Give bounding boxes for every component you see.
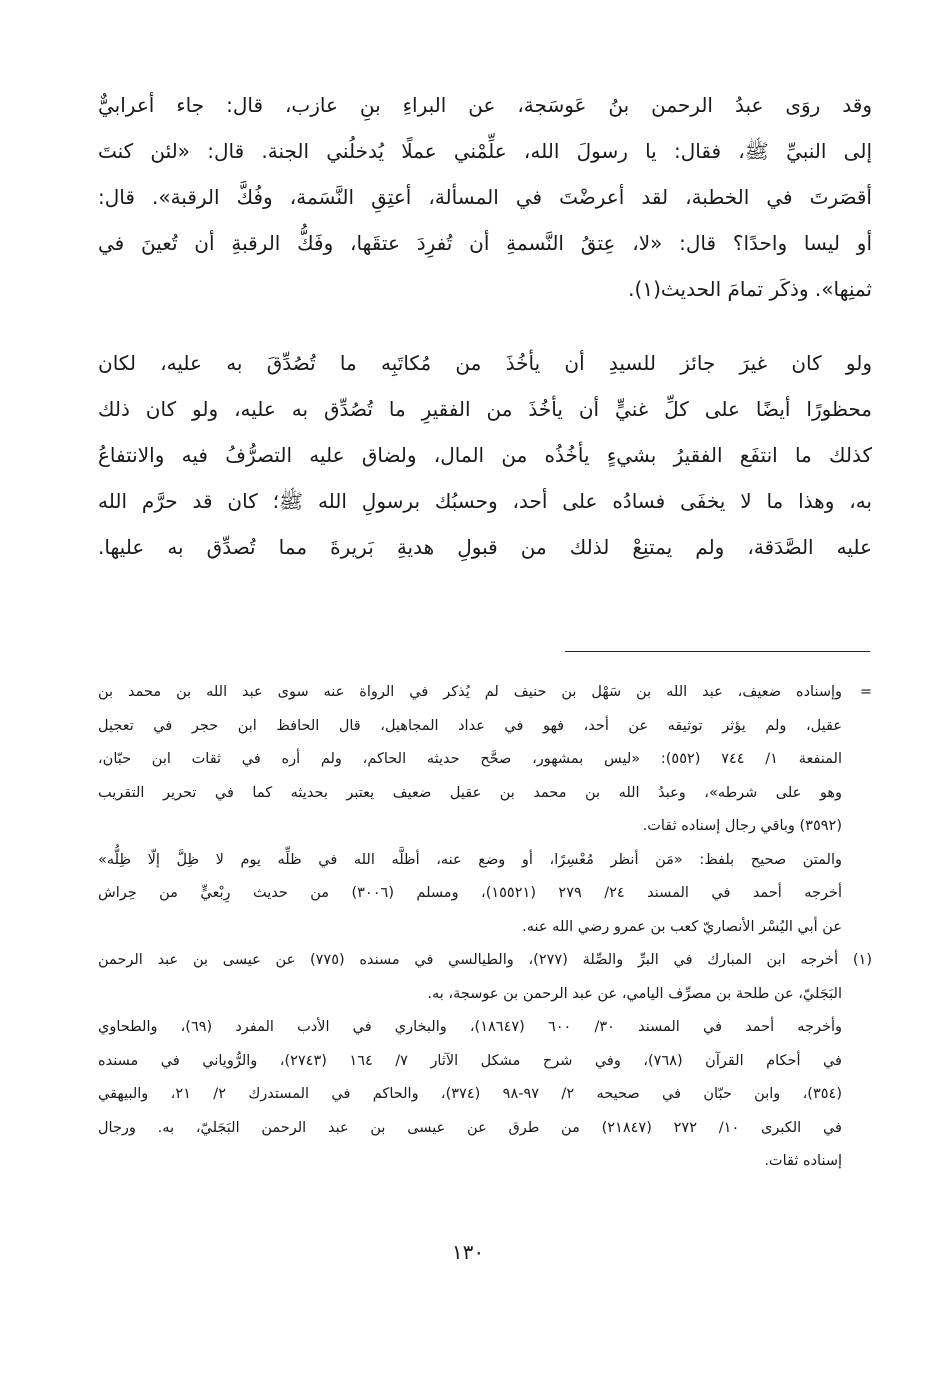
- text-line: وقد روَى عبدُ الرحمن بنُ عَوسَجة، عن البراءِ بنِ عازب، قال: جاء أعرابيٌّ: [98, 93, 872, 117]
- text-line: به، وهذا ما لا يخفَى فسادُه على أحد، وحسبُك برسولِ الله ﷺ؛ كان قد حرَّم الله: [98, 489, 872, 513]
- text-line: أقصَرتَ في الخطبة، لقد أعرضْتَ في المسألة، أعتِقِ النَّسَمة، وفُكَّ الرقبة». قال:: [98, 185, 872, 209]
- footnote-line: في الكبرى ١٠/ ٢٧٢ (٢١٨٤٧) من طرق عن عيسى بن عبد الرحمن البَجَليّ، به. ورجال: [98, 1119, 842, 1136]
- footnote-line: وإسناده ضعيف، عبد الله بن سَهْل بن حنيف لم يُذكر في الرواة عنه سوى عبد الله بن محمد بن: [98, 684, 842, 700]
- footnote-line: وهو على شرطه»، وعبدُ الله بن محمد بن عقيل ضعيف يعتبر بحديثه كما في تحرير التقريب: [98, 784, 842, 801]
- footnote-line: في أحكام القرآن (٧٦٨)، وفي شرح مشكل الآثار ٧/ ١٦٤ (٢٧٤٣)، والرُّوياني في مسنده: [98, 1052, 842, 1069]
- text-line: عليه الصَّدَقة، ولم يمتنِعْ لذلك من قبولِ هديةِ بَريرةَ مما تُصدِّق به عليها.: [98, 535, 872, 559]
- text-line: ثمنِها». وذكَر تمامَ الحديث(١).: [628, 277, 872, 301]
- footnote-line: (٣٥٩٢) وباقي رجال إسناده ثقات.: [642, 818, 842, 834]
- text-line: ولو كان غيرَ جائز للسيدِ أن يأخُذَ من مُكاتَبِه ما تُصُدِّقَ به عليه، لكان: [98, 351, 872, 375]
- footnote-line: (٣٥٤)، وابن حبّان في صحيحه ٢/ ٩٧-٩٨ (٣٧٤)، والحاكم في المستدرك ٢/ ٢١، والبيهقي: [98, 1086, 843, 1102]
- footnote-line: المنفعة ١/ ٧٤٤ (٥٥٢): «ليس بمشهور، صحَّح حديثه الحاكم، ولم أره في ثقات ابن حبّان،: [98, 751, 842, 767]
- footnote-separator: [565, 651, 870, 652]
- text-line: محظورًا أيضًا على كلِّ غنيٍّ أن يأخُذَ من الفقيرِ ما تُصُدِّق به عليه، ولو كان ذلك: [98, 397, 872, 421]
- footnote-line: عقيل، ولم يؤثر توثيقه عن أحد، فهو في عداد المجاهيل، قال الحافظ ابن حجر في تعجيل: [98, 717, 842, 734]
- footnotes: [98, 676, 872, 1179]
- footnote-line: البَجَليّ، عن طلحة بن مصرِّف اليامي، عن عبد الرحمن بن عوسجة، به.: [427, 985, 842, 1002]
- footnote-line: والمتن صحيح بلفظ: «مَن أنظر مُعْسِرًا، أو وضع عنه، أظلَّه الله في ظلِّه يوم لا ظِلَّ إلّا ظِلُّه»: [98, 851, 842, 868]
- text-line: أو ليسا واحدًا؟ قال: «لا، عِتقُ النَّسمةِ أن تُفرِدَ عتقَها، وفَكُّ الرقبةِ أن تُعينَ في: [98, 231, 872, 255]
- footnote-line: عن أبي اليُسْر الأنصاريّ كعب بن عمرو رضي الله عنه.: [522, 918, 842, 935]
- text-line: كذلك ما انتفَع الفقيرُ بشيءٍ يأخُذُه من المال، ولضاق عليه التصرُّفُ فيه والانتفاعُ: [98, 443, 872, 467]
- continuation-marker: =: [859, 684, 872, 700]
- page-number: ١٣٠: [451, 1240, 485, 1264]
- footnote-line: أخرجه أحمد في المسند ٢٤/ ٢٧٩ (١٥٥٢١)، ومسلم (٣٠٠٦) من حديث رِبْعيٍّ من حِراش: [98, 885, 842, 901]
- text-line: إلى النبيِّ ﷺ، فقال: يا رسولَ الله، علِّمْني عملًا يُدخلُني الجنة. قال: «لئن كنتَ: [98, 139, 872, 163]
- main-text: [98, 82, 872, 570]
- footnote-1: (١) أخرجه ابن المبارك في البرِّ والصِّلة (٢٧٧)، والطيالسي في مسنده (٧٧٥) عن عيسى بن عبد الرحمن: [98, 952, 872, 968]
- footnote-line: إسناده ثقات.: [764, 1153, 842, 1169]
- footnote-line: وأخرجه أحمد في المسند ٣٠/ ٦٠٠ (١٨٦٤٧)، والبخاري في الأدب المفرد (٦٩)، والطحاوي: [98, 1019, 842, 1035]
